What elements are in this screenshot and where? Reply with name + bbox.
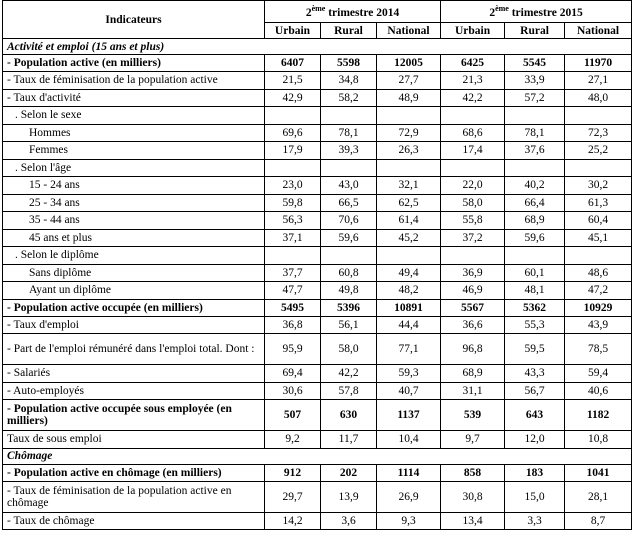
cell-value: 36,6 bbox=[441, 316, 505, 334]
cell-value: 25,2 bbox=[565, 142, 632, 160]
cell-value: 48,2 bbox=[377, 282, 441, 300]
cell-value: 13,9 bbox=[321, 481, 377, 512]
table-row bbox=[3, 124, 632, 142]
cell-value: 11970 bbox=[565, 55, 632, 72]
cell-value: 539 bbox=[441, 400, 505, 431]
cell-value: 5362 bbox=[505, 299, 565, 316]
cell-value: 46,9 bbox=[441, 282, 505, 300]
cell-value bbox=[441, 247, 505, 265]
table-row bbox=[3, 107, 632, 125]
cell-value: 29,7 bbox=[265, 481, 321, 512]
cell-value: 27,7 bbox=[377, 72, 441, 90]
cell-value: 36,9 bbox=[441, 264, 505, 282]
cell-value: 42,2 bbox=[321, 365, 377, 383]
cell-value: 37,2 bbox=[441, 229, 505, 247]
cell-value: 23,0 bbox=[265, 177, 321, 195]
cell-value: 66,5 bbox=[321, 194, 377, 212]
table-row bbox=[3, 55, 632, 72]
cell-value: 95,9 bbox=[265, 334, 321, 365]
table-body bbox=[3, 39, 632, 530]
cell-value: 78,1 bbox=[321, 124, 377, 142]
cell-value: 12,0 bbox=[505, 431, 565, 449]
cell-value: 43,0 bbox=[321, 177, 377, 195]
col-header: National bbox=[377, 23, 441, 39]
cell-value bbox=[321, 159, 377, 177]
cell-value: 9,3 bbox=[377, 512, 441, 530]
cell-value: 60,1 bbox=[505, 264, 565, 282]
cell-value: 49,8 bbox=[321, 282, 377, 300]
cell-value: 37,1 bbox=[265, 229, 321, 247]
cell-value bbox=[265, 107, 321, 125]
cell-value: 30,8 bbox=[441, 481, 505, 512]
cell-value: 5545 bbox=[505, 55, 565, 72]
cell-value: 62,5 bbox=[377, 194, 441, 212]
cell-value: 57,8 bbox=[321, 382, 377, 400]
cell-value: 30,6 bbox=[265, 382, 321, 400]
row-label: Femmes bbox=[3, 142, 265, 160]
cell-value: 61,4 bbox=[377, 212, 441, 230]
cell-value: 59,4 bbox=[565, 365, 632, 383]
cell-value: 17,4 bbox=[441, 142, 505, 160]
indicators-header: Indicateurs bbox=[3, 1, 265, 39]
cell-value: 42,9 bbox=[265, 89, 321, 107]
cell-value: 56,7 bbox=[505, 382, 565, 400]
cell-value: 11,7 bbox=[321, 431, 377, 449]
row-label: - Taux de féminisation de la population active en chômage bbox=[3, 481, 265, 512]
cell-value: 9,2 bbox=[265, 431, 321, 449]
table-row bbox=[3, 481, 632, 512]
cell-value: 60,4 bbox=[565, 212, 632, 230]
cell-value: 643 bbox=[505, 400, 565, 431]
cell-value: 31,1 bbox=[441, 382, 505, 400]
cell-value bbox=[441, 107, 505, 125]
table-row bbox=[3, 464, 632, 481]
cell-value: 40,7 bbox=[377, 382, 441, 400]
cell-value: 6407 bbox=[265, 55, 321, 72]
cell-value: 27,1 bbox=[565, 72, 632, 90]
cell-value: 630 bbox=[321, 400, 377, 431]
table-row bbox=[3, 264, 632, 282]
row-label: - Taux d'emploi bbox=[3, 316, 265, 334]
cell-value: 34,8 bbox=[321, 72, 377, 90]
cell-value: 1182 bbox=[565, 400, 632, 431]
cell-value: 37,6 bbox=[505, 142, 565, 160]
cell-value: 72,9 bbox=[377, 124, 441, 142]
row-label: Ayant un diplôme bbox=[3, 282, 265, 300]
row-label: - Population active occupée (en milliers) bbox=[3, 299, 265, 316]
row-label: . Selon l'âge bbox=[3, 159, 265, 177]
cell-value: 55,8 bbox=[441, 212, 505, 230]
cell-value: 59,6 bbox=[505, 229, 565, 247]
cell-value: 48,9 bbox=[377, 89, 441, 107]
cell-value: 96,8 bbox=[441, 334, 505, 365]
cell-value: 10891 bbox=[377, 299, 441, 316]
cell-value: 48,6 bbox=[565, 264, 632, 282]
cell-value: 66,4 bbox=[505, 194, 565, 212]
cell-value: 12005 bbox=[377, 55, 441, 72]
cell-value: 68,9 bbox=[505, 212, 565, 230]
cell-value bbox=[505, 247, 565, 265]
table-row bbox=[3, 431, 632, 449]
row-label: - Taux de féminisation de la population active bbox=[3, 72, 265, 90]
row-label: - Salariés bbox=[3, 365, 265, 383]
cell-value: 60,8 bbox=[321, 264, 377, 282]
cell-value bbox=[321, 107, 377, 125]
cell-value bbox=[377, 247, 441, 265]
cell-value: 47,2 bbox=[565, 282, 632, 300]
cell-value: 5567 bbox=[441, 299, 505, 316]
cell-value bbox=[505, 107, 565, 125]
row-label: . Selon le sexe bbox=[3, 107, 265, 125]
table-row bbox=[3, 142, 632, 160]
cell-value: 42,2 bbox=[441, 89, 505, 107]
table-row bbox=[3, 448, 632, 464]
cell-value bbox=[505, 159, 565, 177]
row-label: - Auto-employés bbox=[3, 382, 265, 400]
col-header: Rural bbox=[505, 23, 565, 39]
cell-value: 70,6 bbox=[321, 212, 377, 230]
cell-value: 22,0 bbox=[441, 177, 505, 195]
cell-value: 21,5 bbox=[265, 72, 321, 90]
cell-value: 8,7 bbox=[565, 512, 632, 530]
cell-value bbox=[321, 247, 377, 265]
cell-value: 15,0 bbox=[505, 481, 565, 512]
table-row bbox=[3, 334, 632, 365]
cell-value: 17,9 bbox=[265, 142, 321, 160]
cell-value: 183 bbox=[505, 464, 565, 481]
cell-value: 57,2 bbox=[505, 89, 565, 107]
row-label: - Taux d'activité bbox=[3, 89, 265, 107]
row-label: - Taux de chômage bbox=[3, 512, 265, 530]
col-header: National bbox=[565, 23, 632, 39]
cell-value bbox=[265, 247, 321, 265]
cell-value: 47,7 bbox=[265, 282, 321, 300]
table-row bbox=[3, 89, 632, 107]
cell-value bbox=[441, 159, 505, 177]
cell-value: 26,3 bbox=[377, 142, 441, 160]
cell-value: 26,9 bbox=[377, 481, 441, 512]
table-row bbox=[3, 229, 632, 247]
cell-value: 10929 bbox=[565, 299, 632, 316]
cell-value: 69,4 bbox=[265, 365, 321, 383]
table-row bbox=[3, 299, 632, 316]
table-row bbox=[3, 177, 632, 195]
table-row bbox=[3, 72, 632, 90]
table-row bbox=[3, 282, 632, 300]
cell-value: 28,1 bbox=[565, 481, 632, 512]
table-row bbox=[3, 316, 632, 334]
col-header: Urbain bbox=[265, 23, 321, 39]
row-label: - Population active en chômage (en milliers) bbox=[3, 464, 265, 481]
table-row bbox=[3, 247, 632, 265]
row-label: 15 - 24 ans bbox=[3, 177, 265, 195]
cell-value: 55,3 bbox=[505, 316, 565, 334]
cell-value: 5495 bbox=[265, 299, 321, 316]
table-row bbox=[3, 39, 632, 55]
cell-value bbox=[565, 247, 632, 265]
row-label: - Part de l'emploi rémunéré dans l'emploi total. Dont : bbox=[3, 334, 265, 365]
cell-value: 59,3 bbox=[377, 365, 441, 383]
cell-value: 10,4 bbox=[377, 431, 441, 449]
cell-value: 3,3 bbox=[505, 512, 565, 530]
cell-value: 912 bbox=[265, 464, 321, 481]
cell-value: 6425 bbox=[441, 55, 505, 72]
cell-value: 78,5 bbox=[565, 334, 632, 365]
cell-value: 68,6 bbox=[441, 124, 505, 142]
row-label: 35 - 44 ans bbox=[3, 212, 265, 230]
cell-value: 44,4 bbox=[377, 316, 441, 334]
cell-value bbox=[565, 159, 632, 177]
cell-value: 36,8 bbox=[265, 316, 321, 334]
table-row bbox=[3, 382, 632, 400]
cell-value: 10,8 bbox=[565, 431, 632, 449]
indicators-table bbox=[2, 0, 632, 530]
cell-value bbox=[565, 107, 632, 125]
cell-value: 14,2 bbox=[265, 512, 321, 530]
cell-value: 49,4 bbox=[377, 264, 441, 282]
cell-value: 37,7 bbox=[265, 264, 321, 282]
table-row bbox=[3, 194, 632, 212]
cell-value: 9,7 bbox=[441, 431, 505, 449]
cell-value: 58,0 bbox=[321, 334, 377, 365]
cell-value: 1137 bbox=[377, 400, 441, 431]
row-label: - Population active occupée sous employée (en milliers) bbox=[3, 400, 265, 431]
cell-value: 30,2 bbox=[565, 177, 632, 195]
section-label: Activité et emploi (15 ans et plus) bbox=[3, 39, 632, 55]
period-2014-header: 2ème trimestre 2014 bbox=[265, 1, 441, 23]
col-header: Urbain bbox=[441, 23, 505, 39]
cell-value: 40,6 bbox=[565, 382, 632, 400]
cell-value: 21,3 bbox=[441, 72, 505, 90]
row-label: . Selon le diplôme bbox=[3, 247, 265, 265]
cell-value bbox=[377, 107, 441, 125]
row-label: Hommes bbox=[3, 124, 265, 142]
cell-value: 58,0 bbox=[441, 194, 505, 212]
table-row bbox=[3, 365, 632, 383]
cell-value: 39,3 bbox=[321, 142, 377, 160]
cell-value: 1041 bbox=[565, 464, 632, 481]
cell-value: 507 bbox=[265, 400, 321, 431]
cell-value: 13,4 bbox=[441, 512, 505, 530]
cell-value: 5598 bbox=[321, 55, 377, 72]
col-header: Rural bbox=[321, 23, 377, 39]
cell-value: 43,9 bbox=[565, 316, 632, 334]
row-label: - Population active (en milliers) bbox=[3, 55, 265, 72]
cell-value: 58,2 bbox=[321, 89, 377, 107]
cell-value: 61,3 bbox=[565, 194, 632, 212]
table-row bbox=[3, 212, 632, 230]
cell-value: 3,6 bbox=[321, 512, 377, 530]
cell-value: 45,1 bbox=[565, 229, 632, 247]
table-row bbox=[3, 159, 632, 177]
cell-value: 48,1 bbox=[505, 282, 565, 300]
cell-value: 59,8 bbox=[265, 194, 321, 212]
cell-value bbox=[377, 159, 441, 177]
cell-value: 59,6 bbox=[321, 229, 377, 247]
cell-value: 48,0 bbox=[565, 89, 632, 107]
cell-value: 202 bbox=[321, 464, 377, 481]
cell-value: 59,5 bbox=[505, 334, 565, 365]
row-label: Sans diplôme bbox=[3, 264, 265, 282]
cell-value: 72,3 bbox=[565, 124, 632, 142]
cell-value: 56,3 bbox=[265, 212, 321, 230]
cell-value: 43,3 bbox=[505, 365, 565, 383]
cell-value: 5396 bbox=[321, 299, 377, 316]
cell-value: 56,1 bbox=[321, 316, 377, 334]
row-label: 45 ans et plus bbox=[3, 229, 265, 247]
cell-value: 69,6 bbox=[265, 124, 321, 142]
cell-value: 32,1 bbox=[377, 177, 441, 195]
period-2015-header: 2ème trimestre 2015 bbox=[441, 1, 632, 23]
cell-value: 78,1 bbox=[505, 124, 565, 142]
cell-value: 33,9 bbox=[505, 72, 565, 90]
cell-value: 68,9 bbox=[441, 365, 505, 383]
row-label: 25 - 34 ans bbox=[3, 194, 265, 212]
cell-value: 45,2 bbox=[377, 229, 441, 247]
table-row bbox=[3, 512, 632, 530]
cell-value: 77,1 bbox=[377, 334, 441, 365]
table-row bbox=[3, 400, 632, 431]
cell-value bbox=[265, 159, 321, 177]
section-label: Chômage bbox=[3, 448, 632, 464]
cell-value: 40,2 bbox=[505, 177, 565, 195]
row-label: Taux de sous emploi bbox=[3, 431, 265, 449]
cell-value: 858 bbox=[441, 464, 505, 481]
cell-value: 1114 bbox=[377, 464, 441, 481]
